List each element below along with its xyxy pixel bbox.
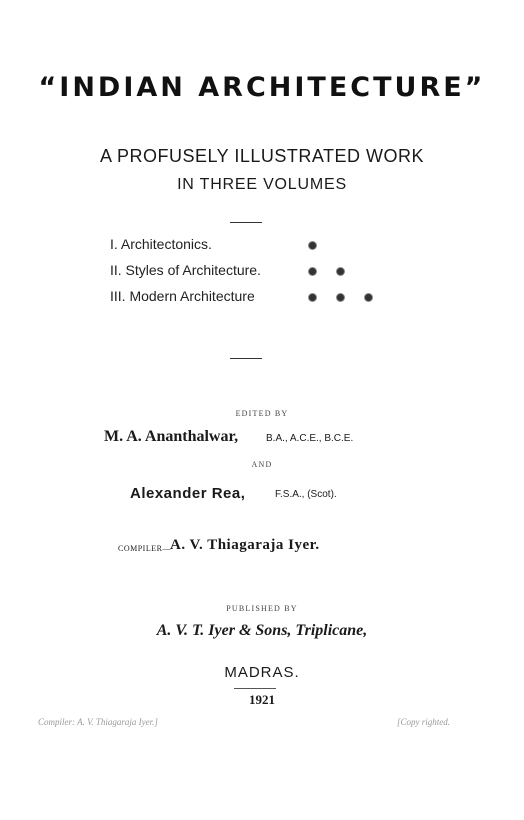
divider-rule <box>230 358 262 359</box>
volume-marker-dot-icon <box>309 268 316 275</box>
divider-rule <box>234 688 276 689</box>
published-by-label: PUBLISHED BY <box>226 604 298 613</box>
volume-marker-dot-icon <box>337 268 344 275</box>
compiler-label: COMPILER— <box>118 544 171 553</box>
volume-1-label: I. Architectonics. <box>110 236 212 252</box>
volume-marker-dot-icon <box>365 294 372 301</box>
volume-3-label: III. Modern Architecture <box>110 288 255 304</box>
editor-1-qualifications: B.A., A.C.E., B.C.E. <box>266 433 354 444</box>
and-label: AND <box>251 460 273 469</box>
publication-year: 1921 <box>249 692 275 707</box>
compiler-name: A. V. Thiagaraja Iyer. <box>170 537 320 553</box>
book-title: “INDIAN ARCHITECTURE” <box>38 72 486 103</box>
editor-1-name: M. A. Ananthalwar, <box>104 428 239 445</box>
volume-marker-dot-icon <box>309 242 316 249</box>
subtitle-line-2: IN THREE VOLUMES <box>177 176 347 193</box>
volume-marker-dot-icon <box>309 294 316 301</box>
editor-2-qualifications: F.S.A., (Scot). <box>275 489 337 500</box>
volume-2-label: II. Styles of Architecture. <box>110 262 261 278</box>
footer-compiler-note: Compiler: A. V. Thiagaraja Iyer.] <box>38 717 158 727</box>
divider-rule <box>230 222 262 223</box>
publisher-name: A. V. T. Iyer & Sons, Triplicane, <box>156 622 368 639</box>
subtitle-line-1: A PROFUSELY ILLUSTRATED WORK <box>99 146 425 166</box>
editor-2-name: Alexander Rea, <box>130 485 246 502</box>
edited-by-label: EDITED BY <box>235 409 289 418</box>
publication-city: MADRAS. <box>224 664 300 681</box>
footer-copyright-note: [Copy righted. <box>397 717 450 727</box>
volume-marker-dot-icon <box>337 294 344 301</box>
